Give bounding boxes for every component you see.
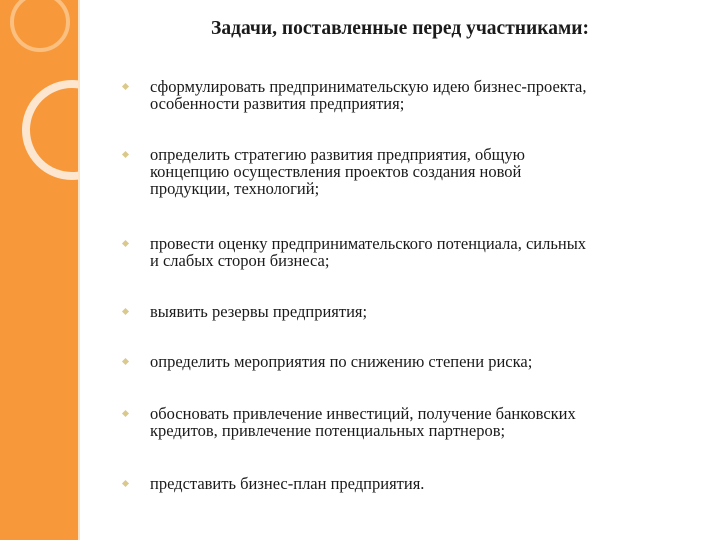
decorative-sidebar: [0, 0, 78, 540]
diamond-bullet-icon: [121, 479, 130, 488]
diamond-bullet-icon: [121, 150, 130, 159]
task-item-7: представить бизнес-план предприятия.: [150, 474, 425, 493]
task-item-5: определить мероприятия по снижению степени риска;: [150, 352, 533, 371]
slide-title: Задачи, поставленные перед участниками:: [211, 18, 589, 39]
diamond-bullet-icon: [121, 82, 130, 91]
decorative-circle-large: [26, 84, 78, 176]
decorative-circle-top: [12, 0, 68, 50]
task-item-1: сформулировать предпринимательскую идею бизнес-проекта, особенности развития предприятия;: [150, 77, 587, 113]
decorative-circles-icon: [0, 0, 78, 540]
diamond-bullet-icon: [121, 409, 130, 418]
task-item-6: обосновать привлечение инвестиций, получение банковских кредитов, привлечение потенциальных партнеров;: [150, 404, 576, 440]
sidebar-divider: [78, 0, 80, 540]
task-item-4: выявить резервы предприятия;: [150, 302, 368, 321]
task-item-2: определить стратегию развития предприятия, общую концепцию осуществления проектов создания новой продукции, технологий;: [150, 145, 525, 198]
diamond-bullet-icon: [121, 239, 130, 248]
diamond-bullet-icon: [121, 357, 130, 366]
diamond-bullet-icon: [121, 307, 130, 316]
task-item-3: провести оценку предпринимательского потенциала, сильных и слабых сторон бизнеса;: [150, 234, 587, 270]
